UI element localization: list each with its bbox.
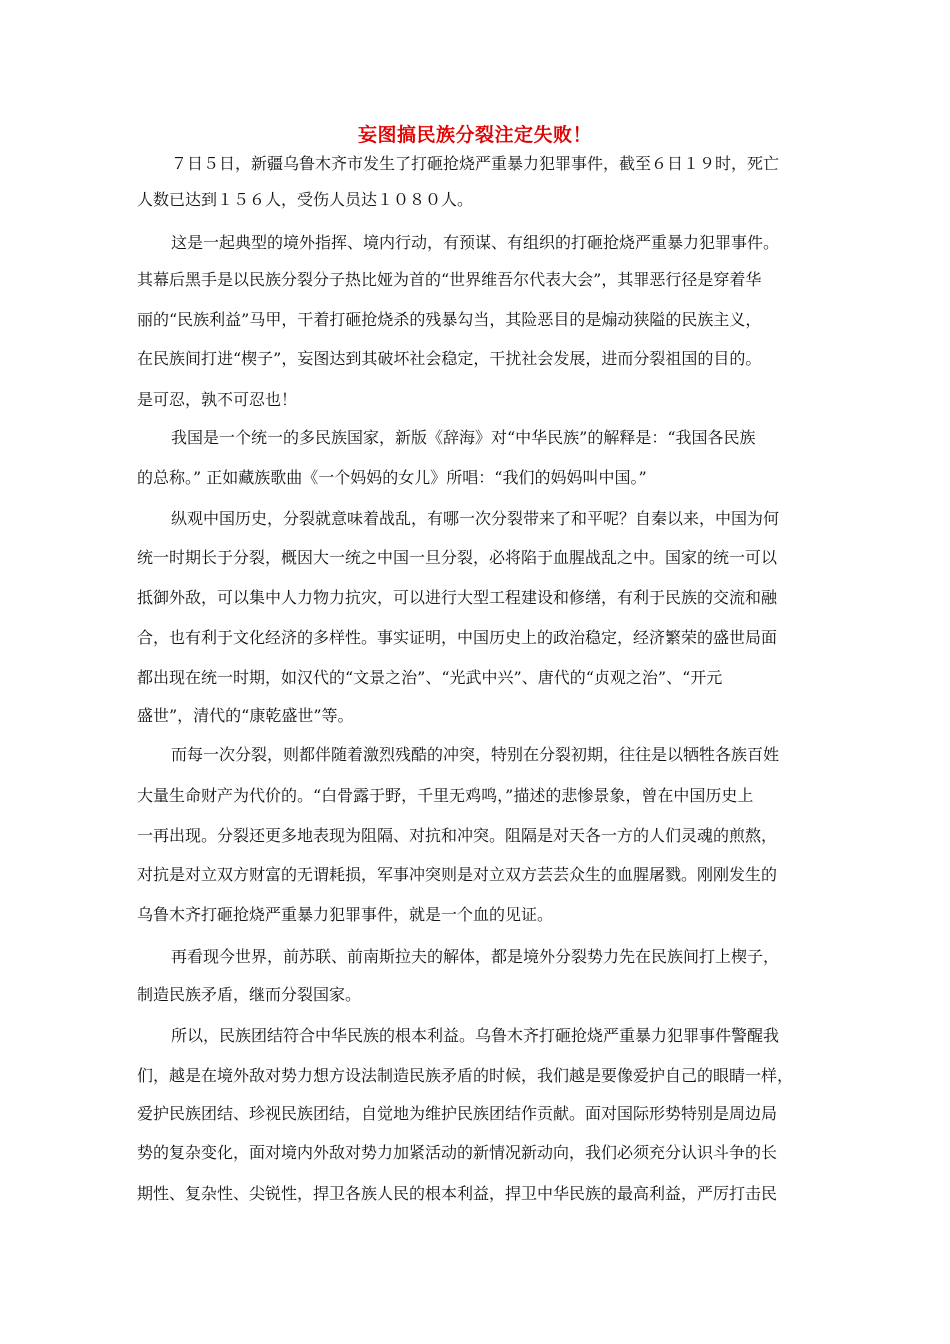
text-line: 一再出现。分裂还更多地表现为阻隔、对抗和冲突。阻隔是对天各一方的人们灵魂的煎熬， [137, 826, 778, 845]
text-line: 统一时期长于分裂，概因大一统之中国一旦分裂，必将陷于血腥战乱之中。国家的统一可以 [137, 548, 778, 567]
text-line: 期性、复杂性、尖锐性，捍卫各族人民的根本利益，捍卫中华民族的最高利益，严厉打击民 [137, 1184, 778, 1203]
text-line: 是可忍，孰不可忍也！ [137, 390, 298, 409]
text-line: 其幕后黑手是以民族分裂分子热比娅为首的“世界维吾尔代表大会”，其罪恶行径是穿着华 [137, 270, 762, 289]
text-line: 盛世”，清代的“康乾盛世”等。 [137, 706, 354, 725]
text-line: 抵御外敌，可以集中人力物力抗灾，可以进行大型工程建设和修缮，有利于民族的交流和融 [137, 588, 778, 607]
text-line: 在民族间打进“楔子”，妄图达到其破坏社会稳定，干扰社会发展，进而分裂祖国的目的。 [137, 349, 762, 368]
text-line: 的总称。” 正如藏族歌曲《一个妈妈的女儿》所唱：“我们的妈妈叫中国。” [137, 468, 647, 487]
article-title: 妄图搞民族分裂注定失败！ [357, 124, 592, 146]
text-line: ７日５日，新疆乌鲁木齐市发生了打砸抢烧严重暴力犯罪事件，截至６日１９时，死亡 [171, 154, 780, 173]
text-line: 爱护民族团结、珍视民族团结，自觉地为维护民族团结作贡献。面对国际形势特别是周边局 [137, 1104, 778, 1123]
text-line: 合，也有利于文化经济的多样性。事实证明，中国历史上的政治稳定，经济繁荣的盛世局面 [137, 628, 778, 647]
text-line: 对抗是对立双方财富的无谓耗损，军事冲突则是对立双方芸芸众生的血腥屠戮。刚刚发生的 [137, 865, 778, 884]
text-line: 再看现今世界，前苏联、前南斯拉夫的解体，都是境外分裂势力先在民族间打上楔子， [171, 947, 780, 966]
text-line: 纵观中国历史，分裂就意味着战乱，有哪一次分裂带来了和平呢？自秦以来，中国为何 [171, 509, 780, 528]
text-line: 乌鲁木齐打砸抢烧严重暴力犯罪事件，就是一个血的见证。 [137, 905, 554, 924]
text-line: 人数已达到１５６人，受伤人员达１０８０人。 [137, 190, 474, 209]
text-line: 而每一次分裂，则都伴随着激烈残酷的冲突，特别在分裂初期，往往是以牺牲各族百姓 [171, 745, 780, 764]
text-line: 们，越是在境外敌对势力想方设法制造民族矛盾的时候，我们越是要像爱护自己的眼睛一样， [137, 1066, 794, 1085]
text-line: 都出现在统一时期，如汉代的“文景之治”、“光武中兴”、唐代的“贞观之治”、“开元 [137, 668, 723, 687]
text-line: 我国是一个统一的多民族国家，新版《辞海》对“中华民族”的解释是：“我国各民族 [171, 428, 756, 447]
text-line: 所以，民族团结符合中华民族的根本利益。乌鲁木齐打砸抢烧严重暴力犯罪事件警醒我 [171, 1026, 780, 1045]
text-line: 制造民族矛盾，继而分裂国家。 [137, 985, 362, 1004]
text-line: 丽的“民族利益”马甲，干着打砸抢烧杀的残暴勾当，其险恶目的是煽动狭隘的民族主义， [137, 310, 762, 329]
text-line: 这是一起典型的境外指挥、境内行动，有预谋、有组织的打砸抢烧严重暴力犯罪事件。 [171, 233, 780, 252]
text-line: 大量生命财产为代价的。“白骨露于野，千里无鸡鸣，”描述的悲惨景象，曾在中国历史上 [137, 786, 754, 805]
text-line: 势的复杂变化，面对境内外敌对势力加紧活动的新情况新动向，我们必须充分认识斗争的长 [137, 1143, 778, 1162]
